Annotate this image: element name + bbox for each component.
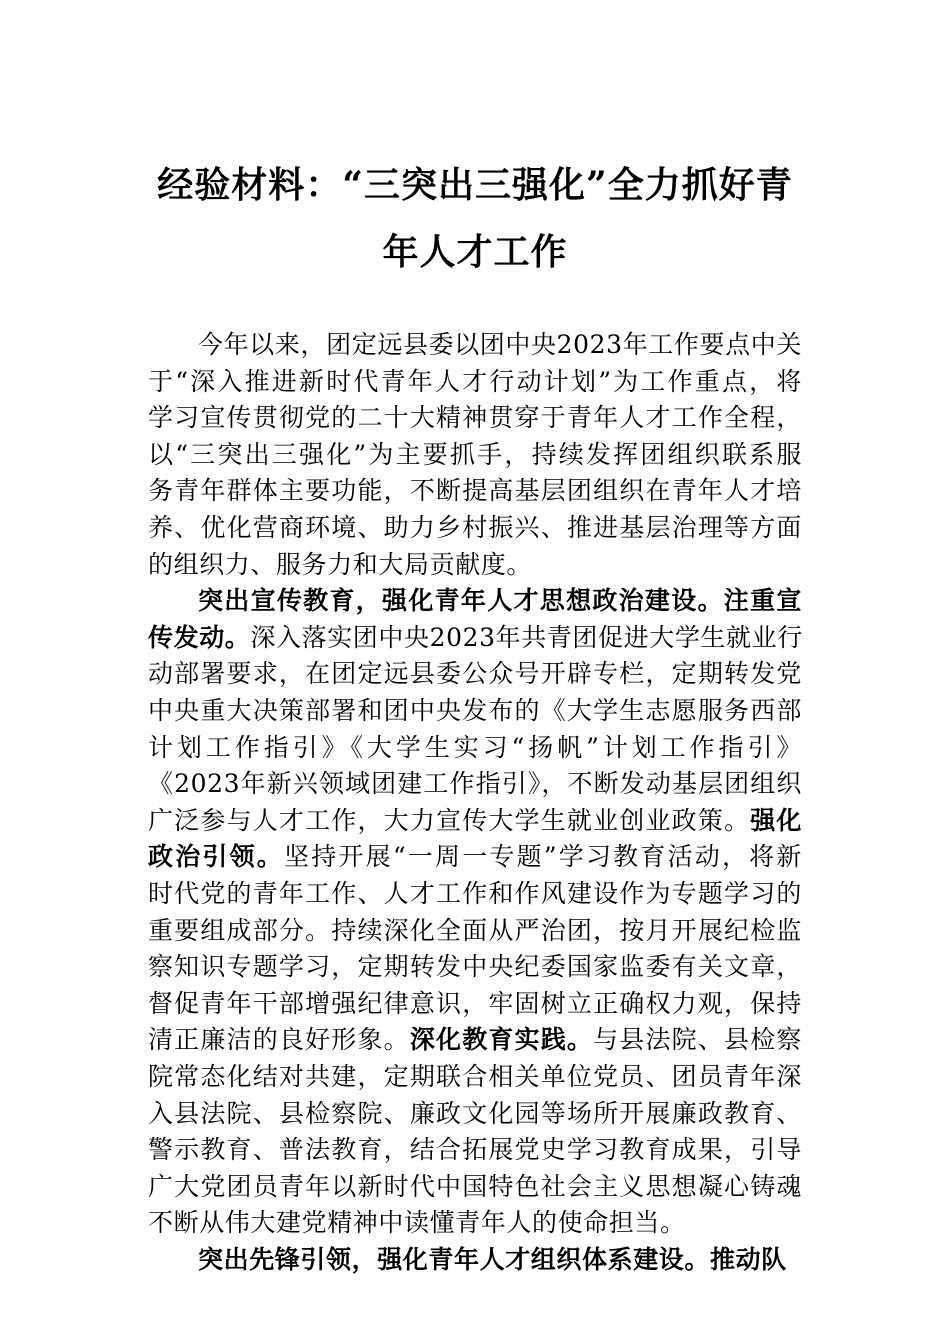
text-segment: 计划工作指引》《大学生实习“扬帆”计划工作指引》 — [148, 732, 802, 762]
text-segment: 广泛参与人才工作，大力宣传大学生就业创业政策。 — [148, 805, 751, 835]
text-segment: 的组织力、服务力和大局贡献度。 — [148, 549, 533, 579]
text-segment: 时代党的青年工作、人才工作和作风建设作为专题学习的 — [148, 879, 802, 908]
text-segment: 中央重大决策部署和团中央发布的《大学生志愿服务西部 — [148, 696, 802, 725]
body-line — [148, 473, 802, 509]
body-line — [148, 876, 802, 912]
body-line — [148, 437, 802, 473]
bold-text-segment: 突出宣传教育，强化青年人才思想政治建设。注重宣 — [198, 586, 802, 616]
text-segment: 与县法院、县检察 — [593, 1025, 802, 1055]
bold-text-segment: 突出先锋引领，强化青年人才组织体系建设。推动队 — [198, 1245, 787, 1274]
body-line — [148, 913, 802, 949]
text-segment: 警示教育、普法教育，结合拓展党史学习教育成果，引导 — [148, 1135, 802, 1165]
text-segment: 清正廉洁的良好形象。 — [148, 1025, 410, 1055]
body-line — [148, 730, 802, 766]
body-line — [148, 986, 802, 1022]
document-title-line-2: 年人才工作 — [382, 231, 568, 273]
body-line — [148, 693, 802, 729]
body-line — [148, 1132, 802, 1168]
text-segment: 重要组成部分。持续深化全面从严治团，按月开展纪检监 — [148, 915, 802, 945]
text-segment: 不断从伟大建党精神中读懂青年人的使命担当。 — [148, 1208, 686, 1238]
document-title-line-1: 经验材料：“三突出三强化”全力抓好青 — [157, 164, 793, 206]
bold-text-segment: 强化 — [750, 805, 803, 835]
body-line — [148, 1096, 802, 1132]
body-line — [148, 839, 802, 875]
body-line — [148, 1059, 802, 1095]
body-line — [148, 547, 802, 583]
body-line — [148, 620, 802, 656]
text-segment: 广大党团员青年以新时代中国特色社会主义思想凝心铸魂 — [148, 1171, 802, 1201]
text-segment: 于“深入推进新时代青年人才行动计划”为工作重点，将 — [148, 366, 802, 396]
body-line — [148, 1169, 802, 1205]
body-line — [198, 583, 802, 619]
body-line — [148, 510, 802, 546]
text-segment: 《2023年新兴领域团建工作指引》，不断发动基层团组织 — [148, 769, 802, 799]
body-line — [148, 766, 802, 802]
bold-text-segment: 深化教育实践。 — [409, 1025, 594, 1055]
body-line — [148, 656, 802, 692]
text-segment: 院常态化结对共建，定期联合相关单位党员、团员青年深 — [148, 1062, 802, 1091]
body-line — [148, 1022, 802, 1058]
text-segment: 学习宣传贯彻党的二十大精神贯穿于青年人才工作全程， — [148, 403, 802, 433]
body-line — [198, 327, 802, 363]
body-line — [148, 400, 802, 436]
text-segment: 动部署要求，在团定远县委公众号开辟专栏，定期转发党 — [148, 659, 802, 689]
text-segment: 察知识专题学习，定期转发中央纪委国家监委有关文章， — [148, 952, 802, 982]
text-segment: 务青年群体主要功能，不断提高基层团组织在青年人才培 — [148, 476, 802, 506]
text-segment: 养、优化营商环境、助力乡村振兴、推进基层治理等方面 — [148, 513, 802, 542]
text-segment: 督促青年干部增强纪律意识，牢固树立正确权力观，保持 — [148, 988, 802, 1018]
text-segment: 深入落实团中央2023年共青团促进大学生就业行 — [250, 622, 803, 652]
body-line — [148, 364, 802, 400]
body-line — [148, 949, 802, 985]
body-line — [198, 1242, 802, 1278]
text-segment: 坚持开展“一周一专题”学习教育活动，将新 — [284, 842, 802, 872]
body-line — [148, 1205, 802, 1241]
body-line — [148, 803, 802, 839]
text-segment: 以“三突出三强化”为主要抓手，持续发挥团组织联系服 — [148, 439, 802, 469]
bold-text-segment: 政治引领。 — [148, 842, 285, 872]
bold-text-segment: 传发动。 — [148, 622, 251, 652]
text-segment: 入县法院、县检察院、廉政文化园等场所开展廉政教育、 — [148, 1098, 802, 1128]
text-segment: 今年以来，团定远县委以团中央2023年工作要点中关 — [198, 330, 802, 359]
